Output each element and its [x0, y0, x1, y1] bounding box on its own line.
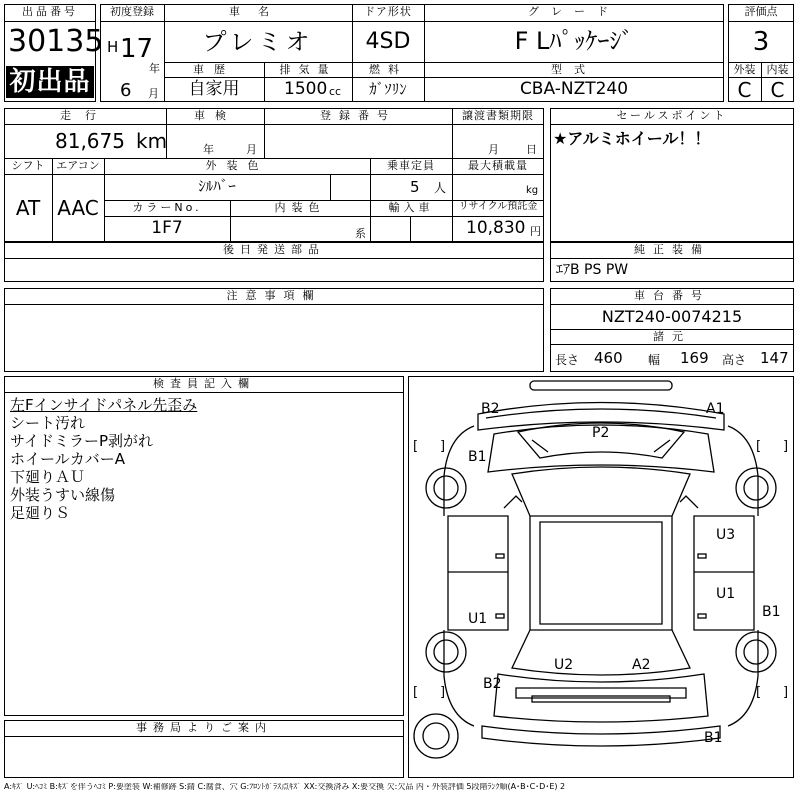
body-color-value: ｼﾙﾊﾞｰ — [198, 177, 236, 195]
capacity-value: 5 — [410, 178, 420, 196]
door-label: ドア形状 — [364, 5, 412, 18]
int-color-label: 内装色 — [274, 201, 326, 214]
damage-mark: B1 — [704, 730, 723, 746]
inspector-label: 検査員記入欄 — [153, 377, 255, 390]
sales-point-label: セールスポイント — [616, 109, 728, 122]
later-parts-label: 後日発送部品 — [223, 243, 325, 256]
import-label: 輸入車 — [388, 201, 434, 214]
damage-mark: U3 — [716, 527, 736, 543]
int-color-suffix: 系 — [355, 227, 366, 240]
bracket-mark: ] — [440, 439, 446, 454]
transfer-label: 譲渡書類期限 — [462, 109, 534, 122]
length-label: 長さ — [555, 353, 580, 367]
reg-year: 17 — [120, 34, 154, 64]
score-value: 3 — [752, 27, 770, 57]
grade-value: F Lﾊﾟｯｹｰｼﾞ — [514, 27, 634, 55]
fuel-label: 燃料 — [369, 63, 407, 76]
ext-grade-label: 外装 — [733, 63, 756, 76]
height-value: 147 — [760, 349, 789, 367]
width-value: 169 — [680, 349, 709, 367]
model-label: 型式 — [551, 63, 597, 76]
displacement-label: 排気量 — [279, 63, 337, 76]
inspection-year-unit: 年 — [203, 143, 214, 156]
mileage-label: 走行 — [60, 109, 110, 122]
lot-number: 30135 — [8, 24, 104, 59]
spec-label: 諸元 — [653, 330, 691, 343]
inspector-note: 外装うすい線傷 — [10, 486, 116, 504]
reg-no-label: 登録番号 — [320, 109, 396, 122]
first-listing-label: 初出品 — [9, 67, 91, 97]
damage-mark: U2 — [554, 657, 574, 673]
inspector-note: サイドミラーP剥がれ — [10, 432, 153, 450]
inspector-note: 下廻りＡＵ — [10, 468, 86, 486]
recycle-value: 10,830 — [466, 218, 526, 238]
month-unit: 月 — [148, 87, 159, 100]
bracket-mark: ] — [783, 685, 789, 700]
history-label: 車歴 — [193, 63, 235, 76]
inspector-note: 足廻りＳ — [10, 504, 71, 522]
damage-mark: B1 — [762, 604, 781, 620]
mileage-unit: km — [136, 129, 168, 153]
length-value: 460 — [594, 349, 623, 367]
inspector-note: シート汚れ — [10, 414, 86, 432]
ext-grade-value: C — [737, 78, 752, 102]
damage-mark: B2 — [481, 401, 500, 417]
inspector-note: ホイールカバーA — [10, 450, 125, 468]
width-label: 幅 — [648, 353, 661, 367]
damage-mark: A1 — [706, 401, 725, 417]
capacity-label: 乗車定員 — [387, 159, 435, 172]
color-no-label: カラーNo. — [132, 201, 202, 214]
grade-label: グレード — [528, 5, 620, 18]
equipment-value: ｴｱB PS PW — [556, 262, 629, 278]
year-unit: 年 — [149, 62, 160, 75]
transfer-day-unit: 日 — [526, 143, 537, 156]
lot-label: 出品番号 — [22, 5, 78, 18]
model-value: CBA-NZT240 — [519, 79, 629, 99]
int-grade-label: 内装 — [766, 63, 789, 76]
caution-label: 注意事項欄 — [226, 289, 322, 302]
fuel-value: ｶﾞｿﾘﾝ — [369, 80, 407, 98]
shift-value: AT — [15, 196, 41, 220]
inspector-note: 左Fインサイドパネル先歪み — [10, 396, 198, 414]
score-label: 評価点 — [744, 5, 778, 18]
recycle-unit: 円 — [530, 225, 541, 238]
inspection-label: 車検 — [194, 109, 236, 122]
history-value: 自家用 — [188, 79, 240, 99]
transfer-month-unit: 月 — [488, 143, 499, 156]
bracket-mark: [ — [756, 439, 762, 454]
inspection-month-unit: 月 — [246, 143, 257, 156]
int-grade-value: C — [770, 78, 785, 102]
damage-mark: U1 — [716, 586, 736, 602]
bracket-mark: ] — [440, 685, 446, 700]
car-name-label: 車名 — [229, 5, 287, 18]
damage-mark: B2 — [483, 676, 502, 692]
bracket-mark: [ — [756, 685, 762, 700]
legend-text: A:ｷｽﾞ U:ﾍｺﾐ B:ｷｽﾞを伴うﾍｺﾐ P:要塗装 W:補修跡 S:錆 C:腐食、穴 G:ﾌﾛﾝﾄｶﾞﾗｽ点ｷｽﾞ XX:交換済み X:要交換 欠:欠品 内・外装評価 5段階ﾗﾝｸ順(A･B･C･D･E) 2 — [4, 783, 566, 791]
shift-label: シフト — [11, 159, 45, 172]
door-value: 4SD — [365, 29, 411, 54]
first-reg-label: 初度登録 — [110, 5, 154, 18]
chassis-number: NZT240-0074215 — [601, 307, 743, 326]
max-load-unit: kg — [526, 185, 539, 196]
equipment-label: 純正装備 — [634, 243, 710, 256]
inspector-notes-list — [10, 396, 400, 522]
ac-label: エアコン — [56, 159, 100, 172]
ac-value: AAC — [57, 196, 99, 220]
recycle-label: リサイクル預託金 — [458, 201, 538, 212]
body-color-label: 外装色 — [205, 159, 269, 172]
mileage-value: 81,675 — [55, 129, 125, 153]
bracket-mark: ] — [783, 439, 789, 454]
damage-mark: U1 — [468, 611, 488, 627]
office-label: 事務局よりご案内 — [136, 721, 272, 734]
bracket-mark: [ — [413, 685, 419, 700]
capacity-unit: 人 — [434, 181, 447, 195]
sales-point-value: ★アルミホイール！！ — [553, 129, 711, 148]
damage-mark: B1 — [468, 449, 487, 465]
height-label: 高さ — [722, 353, 747, 367]
car-name: プレミオ — [202, 28, 314, 56]
damage-mark: P2 — [592, 425, 610, 441]
displacement-value: 1500 — [284, 79, 328, 99]
era-letter: H — [107, 38, 119, 56]
damage-mark: A2 — [632, 657, 651, 673]
reg-month: 6 — [120, 80, 132, 101]
max-load-label: 最大積載量 — [468, 159, 528, 172]
chassis-label: 車台番号 — [634, 289, 710, 302]
bracket-mark: [ — [413, 439, 419, 454]
displacement-unit: cc — [329, 85, 342, 98]
color-no-value: 1F7 — [151, 218, 183, 238]
